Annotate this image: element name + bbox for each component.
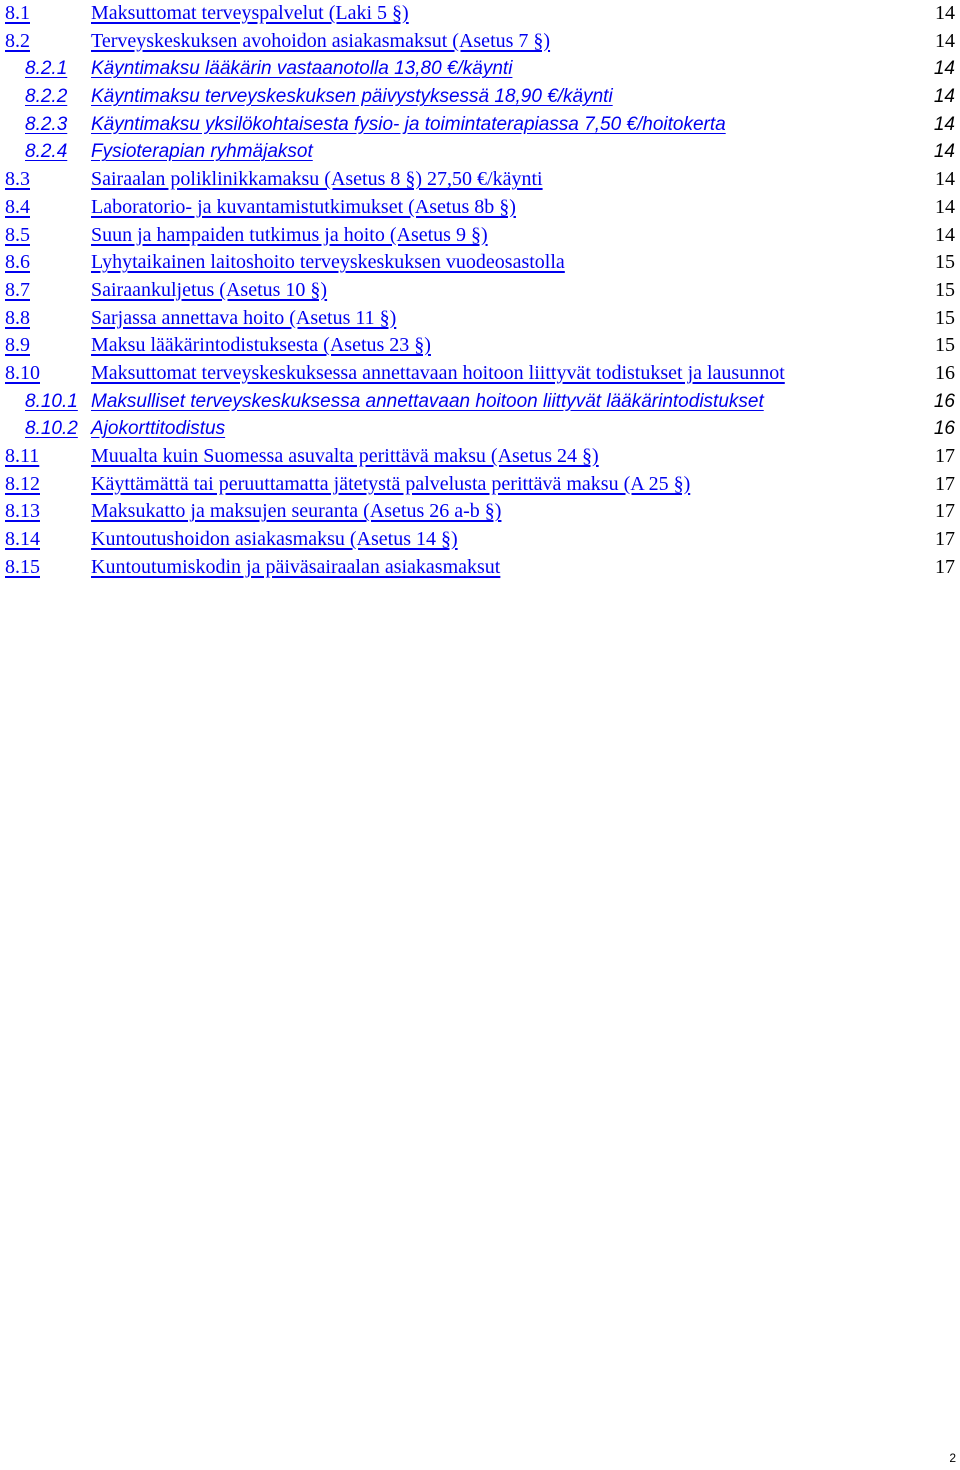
toc-entry-title-link[interactable]: Maksuttomat terveyspalvelut (Laki 5 §)	[91, 2, 409, 24]
toc-entry-title-link[interactable]: Käyntimaksu lääkärin vastaanotolla 13,80 €/käynti	[91, 58, 513, 80]
toc-entry-page-number: 15	[935, 251, 955, 274]
toc-entry-title-link[interactable]: Maksukatto ja maksujen seuranta (Asetus 26 a-b §)	[91, 500, 502, 523]
toc-entry-number-link[interactable]: 8.15	[5, 555, 40, 578]
toc-entry-number-link[interactable]: 8.2.3	[25, 113, 68, 135]
toc-entry-number-link[interactable]: 8.10	[5, 361, 40, 384]
toc-entry-title-link[interactable]: Laboratorio- ja kuvantamistutkimukset (Asetus 8b §)	[91, 195, 516, 218]
toc-entry-page-number: 17	[935, 555, 955, 578]
toc-entry[interactable]	[0, 415, 960, 443]
toc-entry-number-link[interactable]: 8.2.1	[25, 58, 68, 80]
toc-entry-number-link[interactable]: 8.7	[5, 278, 30, 301]
toc-entry-page-number: 16	[933, 418, 955, 440]
toc-entry[interactable]	[0, 388, 960, 416]
toc-entry-number-link[interactable]: 8.13	[5, 500, 40, 523]
toc-entry-number-link[interactable]: 8.2	[5, 29, 30, 52]
toc-entry[interactable]	[0, 443, 960, 471]
toc-entry-title-link[interactable]: Muualta kuin Suomessa asuvalta perittävä maksu (Asetus 24 §)	[91, 445, 599, 467]
toc-entry[interactable]	[0, 554, 960, 582]
toc-entry[interactable]	[0, 305, 960, 333]
toc-entry-title-link[interactable]: Käyntimaksu terveyskeskuksen päivystyksessä 18,90 €/käynti	[91, 86, 613, 108]
toc-entry[interactable]	[0, 277, 960, 305]
toc-entry-title-link[interactable]: Sairaankuljetus (Asetus 10 §)	[91, 278, 328, 301]
toc-entry-title-link[interactable]: Kuntoutumiskodin ja päiväsairaalan asiakasmaksut	[91, 555, 501, 578]
toc-entry[interactable]	[0, 222, 960, 250]
toc-entry-page-number: 14	[935, 168, 955, 191]
toc-entry-page-number: 17	[935, 445, 955, 467]
toc-entry-title-link[interactable]: Fysioterapian ryhmäjaksot	[91, 141, 313, 163]
toc-entry-number-link[interactable]: 8.4	[5, 195, 30, 218]
toc-entry-title-link[interactable]: Sairaalan poliklinikkamaksu (Asetus 8 §) 27,50 €/käynti	[91, 168, 543, 191]
toc-entry-page-number: 15	[935, 334, 955, 357]
toc-entry[interactable]	[0, 526, 960, 554]
toc-entry-number-link[interactable]: 8.3	[5, 168, 30, 191]
toc-entry-page-number: 14	[933, 86, 955, 108]
toc-entry-title-link[interactable]: Maksulliset terveyskeskuksessa annettavaan hoitoon liittyvät lääkärintodistukset	[91, 390, 764, 412]
toc-entry[interactable]	[0, 28, 960, 56]
toc-entry-number-link[interactable]: 8.10.1	[25, 390, 78, 412]
toc-entry[interactable]	[0, 111, 960, 139]
toc-entry[interactable]	[0, 83, 960, 111]
toc-entry[interactable]	[0, 55, 960, 83]
toc-entry-page-number: 15	[935, 306, 955, 329]
toc-entry-number-link[interactable]: 8.1	[5, 2, 30, 24]
toc-entry-number-link[interactable]: 8.14	[5, 528, 40, 551]
table-of-contents	[0, 0, 960, 581]
toc-entry-title-link[interactable]: Sarjassa annettava hoito (Asetus 11 §)	[91, 306, 397, 329]
toc-entry-number-link[interactable]: 8.2.4	[25, 141, 68, 163]
page-number: 2	[949, 1451, 956, 1465]
toc-entry[interactable]	[0, 138, 960, 166]
toc-entry-page-number: 17	[935, 472, 955, 495]
toc-entry-title-link[interactable]: Suun ja hampaiden tutkimus ja hoito (Asetus 9 §)	[91, 223, 488, 246]
toc-entry-number-link[interactable]: 8.8	[5, 306, 30, 329]
toc-entry-number-link[interactable]: 8.2.2	[25, 86, 68, 108]
toc-entry-number-link[interactable]: 8.5	[5, 223, 30, 246]
toc-entry[interactable]	[0, 498, 960, 526]
toc-entry-page-number: 17	[935, 528, 955, 551]
toc-entry[interactable]	[0, 249, 960, 277]
toc-entry[interactable]	[0, 194, 960, 222]
toc-entry-page-number: 14	[935, 2, 955, 24]
toc-entry-page-number: 16	[933, 390, 955, 412]
toc-entry-number-link[interactable]: 8.11	[5, 445, 40, 467]
toc-entry-number-link[interactable]: 8.9	[5, 334, 30, 357]
toc-entry-title-link[interactable]: Kuntoutushoidon asiakasmaksu (Asetus 14 §)	[91, 528, 458, 551]
toc-entry-page-number: 14	[933, 113, 955, 135]
toc-entry-title-link[interactable]: Käyttämättä tai peruuttamatta jätetystä palvelusta perittävä maksu (A 25 §)	[91, 472, 691, 495]
toc-entry-page-number: 15	[935, 278, 955, 301]
toc-entry-page-number: 14	[935, 223, 955, 246]
toc-entry[interactable]	[0, 166, 960, 194]
toc-entry-page-number: 14	[933, 58, 955, 80]
toc-entry-title-link[interactable]: Lyhytaikainen laitoshoito terveyskeskuksen vuodeosastolla	[91, 251, 565, 274]
toc-entry-page-number: 16	[935, 361, 955, 384]
toc-entry[interactable]	[0, 0, 960, 28]
toc-entry-number-link[interactable]: 8.6	[5, 251, 30, 274]
toc-entry[interactable]	[0, 332, 960, 360]
toc-entry-page-number: 14	[935, 195, 955, 218]
toc-entry-title-link[interactable]: Maksuttomat terveyskeskuksessa annettavaan hoitoon liittyvät todistukset ja lausunnot	[91, 361, 785, 384]
toc-entry-page-number: 14	[935, 29, 955, 52]
toc-entry-page-number: 14	[933, 141, 955, 163]
toc-entry-title-link[interactable]: Käyntimaksu yksilökohtaisesta fysio- ja toimintaterapiassa 7,50 €/hoitokerta	[91, 113, 726, 135]
toc-entry-number-link[interactable]: 8.12	[5, 472, 40, 495]
toc-entry[interactable]	[0, 360, 960, 388]
toc-entry[interactable]	[0, 471, 960, 499]
toc-entry-number-link[interactable]: 8.10.2	[25, 418, 78, 440]
toc-entry-title-link[interactable]: Terveyskeskuksen avohoidon asiakasmaksut (Asetus 7 §)	[91, 29, 551, 52]
toc-entry-page-number: 17	[935, 500, 955, 523]
toc-entry-title-link[interactable]: Ajokorttitodistus	[91, 418, 226, 440]
toc-entry-title-link[interactable]: Maksu lääkärintodistuksesta (Asetus 23 §)	[91, 334, 431, 357]
